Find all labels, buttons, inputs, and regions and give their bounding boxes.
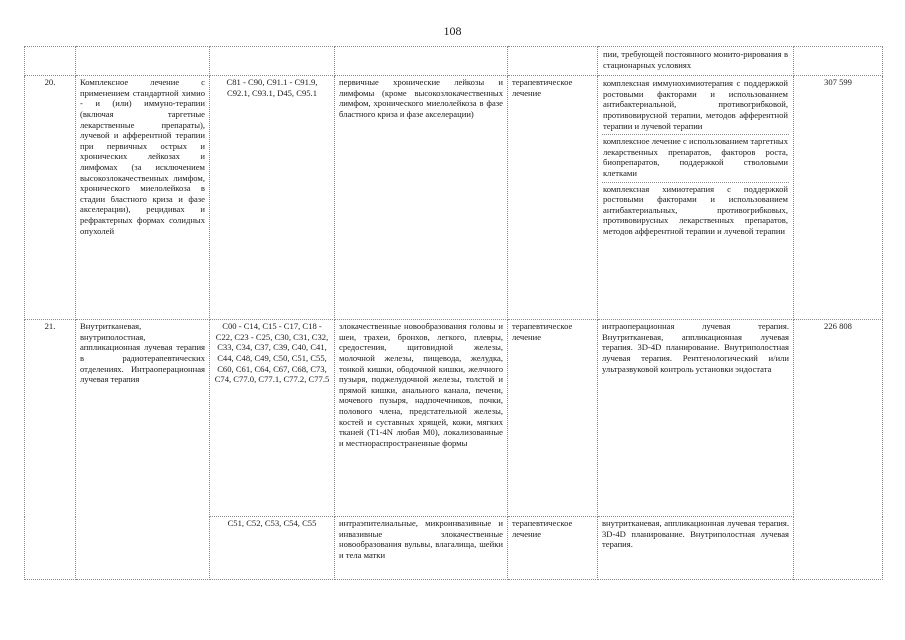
cost-value: 226 808 [794, 320, 883, 580]
patient-model: интраэпителиальные, микроинвазивные и инвазивные злокачественные новообразования вульвы, влагалища, шейки и тела матки [335, 517, 508, 580]
method-text: внутритканевая, аппликационная лучевая терапия. 3D-4D планирование. Внутриполостная лучевая терапия. [598, 517, 794, 580]
treatment-type: терапевтическое лечение [508, 320, 598, 517]
method-text: комплексная иммунохимиотерапия с поддержкой ростовыми факторами и использованием антибактериальной, противогрибковой, противовирусной терапии, методов афферентной терапии и лучевой терапии [602, 77, 789, 135]
method-text: комплексная химиотерапия с поддержкой ростовыми факторами и использованием антибактериальных, противогрибковых, противовирусных лекарственных препаратов, методов афферентной терапии и лучевой терапии [603, 183, 788, 236]
treatment-type: терапевтическое лечение [508, 517, 598, 580]
method-text: пии, требующей постоянного монито-рирования в стационарных условиях [603, 49, 788, 70]
cost-value: 307 599 [794, 76, 883, 320]
table-row [25, 76, 883, 320]
treatment-type: терапевтическое лечение [508, 76, 598, 320]
patient-model: первичные хронические лейкозы и лимфомы (кроме высокозлокачественных лимфом, хронического миелолейкоза в фазе бластного криза и фазе акселерации) [335, 76, 508, 320]
continuation-row [25, 47, 883, 76]
row-number: 21. [25, 320, 76, 580]
service-name: Внутритканевая, внутриполостная, аппликационная лучевая терапия в радиотерапевтических отделениях. Интраоперационная лучевая терапия [76, 320, 210, 580]
icd-codes: C51, C52, C53, C54, C55 [210, 517, 335, 580]
method-text: интраоперационная лучевая терапия. Внутритканевая, аппликационная лучевая терапия. 3D-4D планирование. Внутриполостная лучевая терапия. Рентгенологический и/или ультразвуковой контроль установки эндостата [598, 320, 794, 517]
row-number: 20. [25, 76, 76, 320]
method-text: комплексное лечение с использованием таргетных лекарственных препаратов, факторов роста, биопрепаратов, поддержкой стволовыми клетками [602, 135, 789, 182]
icd-codes: C00 - C14, C15 - C17, C18 - C22, C23 - C25, C30, C31, C32, C33, C34, C37, C39, C40, C41, C44, C48, C49, C50, C51, C55, C60, C61, C64, C67, C68, C73, C74, C77.0, C77.1, C77.2, C77.5 [210, 320, 335, 517]
page-number: 108 [443, 24, 462, 38]
table-row [25, 320, 883, 517]
services-table [24, 46, 883, 580]
icd-codes: C81 - C90, C91.1 - C91.9, C92.1, C93.1, D45, C95.1 [210, 76, 335, 320]
patient-model: злокачественные новообразования головы и шеи, трахеи, бронхов, легкого, плевры, средостения, щитовидной железы, молочной железы, пищевода, желудка, тонкой кишки, ободочной кишки, желчного пузыря, поджелудочной железы, толстой и прямой кишки, анального канала, печени, мочевого пузыря, надпочечников, почки, полового члена, предстательной железы, костей и суставных хрящей, кожи, мягких тканей (T1-4N любая M0), локализованные и местнораспространенные формы [335, 320, 508, 517]
service-name: Комплексное лечение с применением стандартной химио - и (или) иммуно-терапии (включая таргетные лекарственные препараты), лучевой и афферентной терапии при первичных острых и хронических лейкозах и лимфомах (за исключением высокозлокачественных лимфом, хронического миелолейкоза в стадии бластного криза и фазе акселерации), рецидивах и рефрактерных формах солидных опухолей [76, 76, 210, 320]
